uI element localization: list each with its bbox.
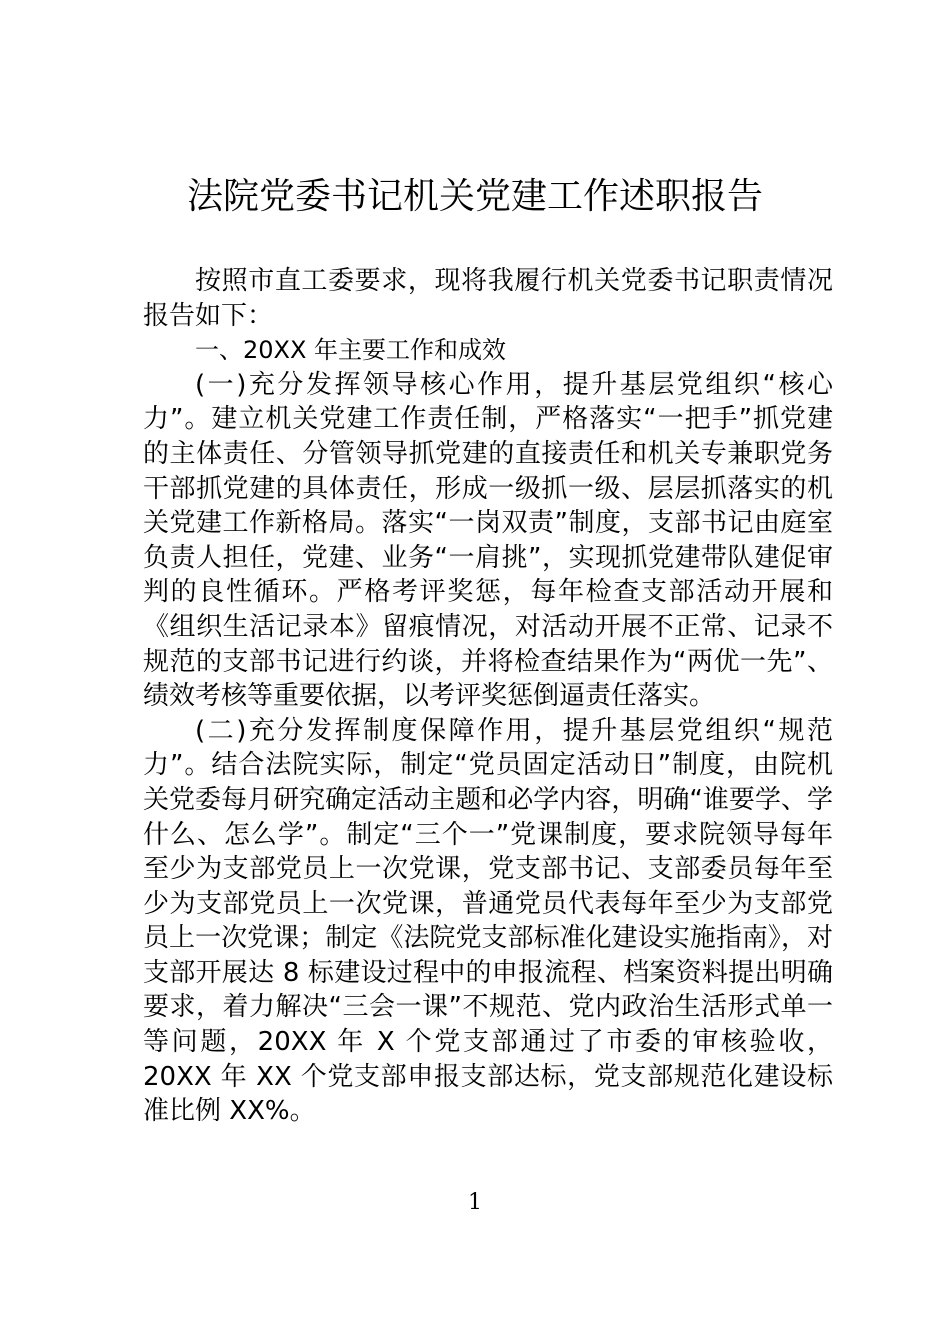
document-body (143, 264, 833, 1129)
paragraph-2: (二)充分发挥制度保障作用，提升基层党组织“规范力”。结合法院实际，制定“党员固定活动日”制度，由院机关党委每月研究确定活动主题和必学内容，明确“谁要学、学什么、怎么学”。制定“三个一”党课制度，要求院领导每年至少为支部党员上一次党课，党支部书记、支部委员每年至少为支部党员上一次党课，普通党员代表每年至少为支部党员上一次党课；制定《法院党支部标准化建设实施指南》，对支部开展达 8 标建设过程中的申报流程、档案资料提出明确要求，着力解决“三会一课”不规范、党内政治生活形式单一等问题，20XX 年 X 个党支部通过了市委的审核验收，20XX 年 XX 个党支部申报支部达标，党支部规范化建设标准比例 XX%。 (143, 715, 833, 1127)
paragraph-1: (一)充分发挥领导核心作用，提升基层党组织“核心力”。建立机关党建工作责任制，严格落实“一把手”抓党建的主体责任、分管领导抓党建的直接责任和机关专兼职党务干部抓党建的具体责任，形成一级抓一级、层层抓落实的机关党建工作新格局。落实“一岗双责”制度，支部书记由庭室负责人担任，党建、业务“一肩挑”，实现抓党建带队建促审判的良性循环。严格考评奖惩，每年检查支部活动开展和《组织生活记录本》留痕情况，对活动开展不正常、记录不规范的支部书记进行约谈，并将检查结果作为“两优一先”、绩效考核等重要依据，以考评奖惩倒逼责任落实。 (143, 369, 833, 712)
section-heading: 一、20XX 年主要工作和成效 (195, 336, 507, 365)
intro-paragraph: 按照市直工委要求，现将我履行机关党委书记职责情况报告如下： (143, 266, 833, 331)
page-number: 1 (468, 1190, 482, 1215)
document-title: 法院党委书记机关党建工作述职报告 (186, 176, 763, 217)
